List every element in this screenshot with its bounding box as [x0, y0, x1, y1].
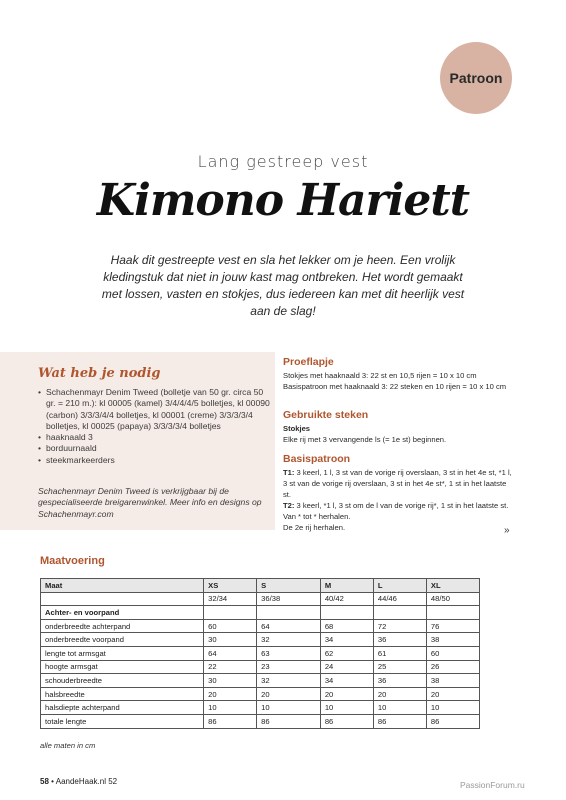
proeflapje-line: Basispatroon met haaknaald 3: 22 steken en 10 rijen = 10 x 10 cm [283, 382, 507, 391]
basispatroon-heading: Basispatroon [283, 453, 351, 465]
table-cell: 20 [204, 687, 257, 701]
table-cell: 36 [373, 674, 426, 688]
table-cell: 20 [320, 687, 373, 701]
proeflapje-section [283, 357, 515, 392]
table-cell: 32 [257, 633, 321, 647]
table-row [41, 687, 480, 701]
list-item: • steekmarkeerders [38, 455, 270, 466]
list-item: • haaknaald 3 [38, 432, 270, 443]
table-section-cell: Achter- en voorpand [41, 606, 204, 620]
table-cell: 30 [204, 674, 257, 688]
table-cell: 86 [204, 714, 257, 728]
t1-text: 3 keerl, 1 l, 3 st van de vorige rij overslaan, 3 st in het 4e st, *1 l, 3 st van de vorige rij overslaan, 3 st in het 4e st*, 1 st in het laatste st. [283, 468, 512, 499]
table-cell [373, 606, 426, 620]
table-cell: 10 [204, 701, 257, 715]
table-cell: 38 [426, 674, 479, 688]
continue-arrow-icon: » [504, 525, 510, 536]
watermark: PassionForum.ru [460, 780, 525, 790]
table-row [41, 646, 480, 660]
table-header-cell: L [373, 579, 426, 593]
table-cell: 64 [204, 646, 257, 660]
materials-list [38, 387, 270, 466]
table-cell: 32 [257, 674, 321, 688]
table-cell: 44/46 [373, 592, 426, 606]
table-cell: 86 [257, 714, 321, 728]
table-cell: 20 [257, 687, 321, 701]
maatvoering-table [40, 578, 480, 729]
table-cell [257, 606, 321, 620]
table-cell: 76 [426, 619, 479, 633]
table-cell: 22 [204, 660, 257, 674]
table-cell: 63 [257, 646, 321, 660]
table-cell: 34 [320, 633, 373, 647]
table-cell: 60 [426, 646, 479, 660]
table-cell: 48/50 [426, 592, 479, 606]
table-cell: lengte tot armsgat [41, 646, 204, 660]
steken-section [283, 410, 515, 445]
basispatroon-t1 [283, 467, 515, 500]
intro-text: Haak dit gestreepte vest en sla het lekker om je heen. Een vrolijk kledingstuk dat niet in jouw kast mag ontbreken. Het wordt gemaakt met lossen, vasten en stokjes, dus iedereen kan met dit heerlijk vest aan de slag! [101, 253, 465, 318]
table-row [41, 660, 480, 674]
table-header-cell: M [320, 579, 373, 593]
table-cell: 32/34 [204, 592, 257, 606]
table-cell: 25 [373, 660, 426, 674]
table-row [41, 619, 480, 633]
table-cell: halsdiepte achterpand [41, 701, 204, 715]
table-cell: 34 [320, 674, 373, 688]
table-cell: totale lengte [41, 714, 204, 728]
footer-source: AandeHaak.nl 52 [55, 777, 118, 786]
table-header-cell: XS [204, 579, 257, 593]
table-cell: 10 [257, 701, 321, 715]
table-cell: 60 [204, 619, 257, 633]
table-cell: 61 [373, 646, 426, 660]
t2-text: 3 keerl, *1 l, 3 st om de l van de vorige rij*, 1 st in het laatste st. Van * tot * herhalen. [283, 501, 509, 521]
proeflapje-line: Stokjes met haaknaald 3: 22 st en 10,5 rijen = 10 x 10 cm [283, 371, 477, 380]
table-cell: 10 [320, 701, 373, 715]
table-cell: 38 [426, 633, 479, 647]
table-cell: 26 [426, 660, 479, 674]
proeflapje-heading: Proeflapje [283, 356, 334, 368]
table-cell: onderbreedte voorpand [41, 633, 204, 647]
materials-note: Schachenmayr Denim Tweed is verkrijgbaar bij de gespecialiseerde breigarenwinkel. Meer info en designs op Schachenmayr.com [38, 486, 262, 519]
materials-title: Wat heb je nodig [38, 366, 161, 381]
table-header-cell: XL [426, 579, 479, 593]
page-number: 58 [40, 777, 49, 786]
table-cell: 62 [320, 646, 373, 660]
table-header-row [41, 579, 480, 593]
table-cell: 72 [373, 619, 426, 633]
table-cell: 10 [426, 701, 479, 715]
table-row [41, 674, 480, 688]
table-cell [320, 606, 373, 620]
table-cell [426, 606, 479, 620]
table-cell: 86 [373, 714, 426, 728]
table-cell: 68 [320, 619, 373, 633]
table-row [41, 701, 480, 715]
page-title: Kimono Hariett [96, 175, 470, 226]
list-item: • Schachenmayr Denim Tweed (bolletje van 50 gr. circa 50 gr. = 210 m.): kl 00005 (kamel) 3/4/4/4/5 bolletjes, kl 00090 (carbon) 3/3/3/4/4 bolletjes, kl 00001 (creme) 3/3/3/3/4 bolletjes, kl 00025 (papaya) 3/3/3/3/4 bolletjes [38, 387, 270, 432]
table-cell: 30 [204, 633, 257, 647]
table-row [41, 633, 480, 647]
table-cell: 10 [373, 701, 426, 715]
page-footer [40, 777, 117, 786]
table-cell: 36 [373, 633, 426, 647]
table-cell: 24 [320, 660, 373, 674]
table-cell: 20 [373, 687, 426, 701]
table-cell: schouderbreedte [41, 674, 204, 688]
basispatroon-section [283, 454, 515, 533]
table-cell: 86 [320, 714, 373, 728]
t1-label: T1: [283, 468, 295, 477]
subtitle: Lang gestreep vest [197, 152, 369, 171]
badge-label: Patroon [449, 70, 503, 86]
table-row [41, 592, 480, 606]
steken-heading: Gebruikte steken [283, 409, 369, 421]
table-row [41, 714, 480, 728]
basispatroon-t3: De 2e rij herhalen. [283, 523, 346, 532]
maatvoering-note: alle maten in cm [40, 741, 96, 750]
table-header-cell: Maat [41, 579, 204, 593]
steken-sub: Stokjes [283, 424, 311, 433]
table-cell: 40/42 [320, 592, 373, 606]
footer-bullet: • [51, 777, 54, 786]
table-cell: hoogte armsgat [41, 660, 204, 674]
steken-text: Elke rij met 3 vervangende ls (= 1e st) beginnen. [283, 435, 447, 444]
table-cell: halsbreedte [41, 687, 204, 701]
table-cell: 23 [257, 660, 321, 674]
table-header-cell: S [257, 579, 321, 593]
table-cell: 20 [426, 687, 479, 701]
table-cell [204, 606, 257, 620]
table-cell: 86 [426, 714, 479, 728]
t2-label: T2: [283, 501, 295, 510]
table-cell: 36/38 [257, 592, 321, 606]
table-cell [41, 592, 204, 606]
list-item: • borduurnaald [38, 443, 270, 454]
table-section-row [41, 606, 480, 620]
maatvoering-title: Maatvoering [40, 555, 105, 567]
table-cell: onderbreedte achterpand [41, 619, 204, 633]
basispatroon-t2 [283, 500, 515, 522]
patroon-badge [440, 42, 512, 114]
table-cell: 64 [257, 619, 321, 633]
